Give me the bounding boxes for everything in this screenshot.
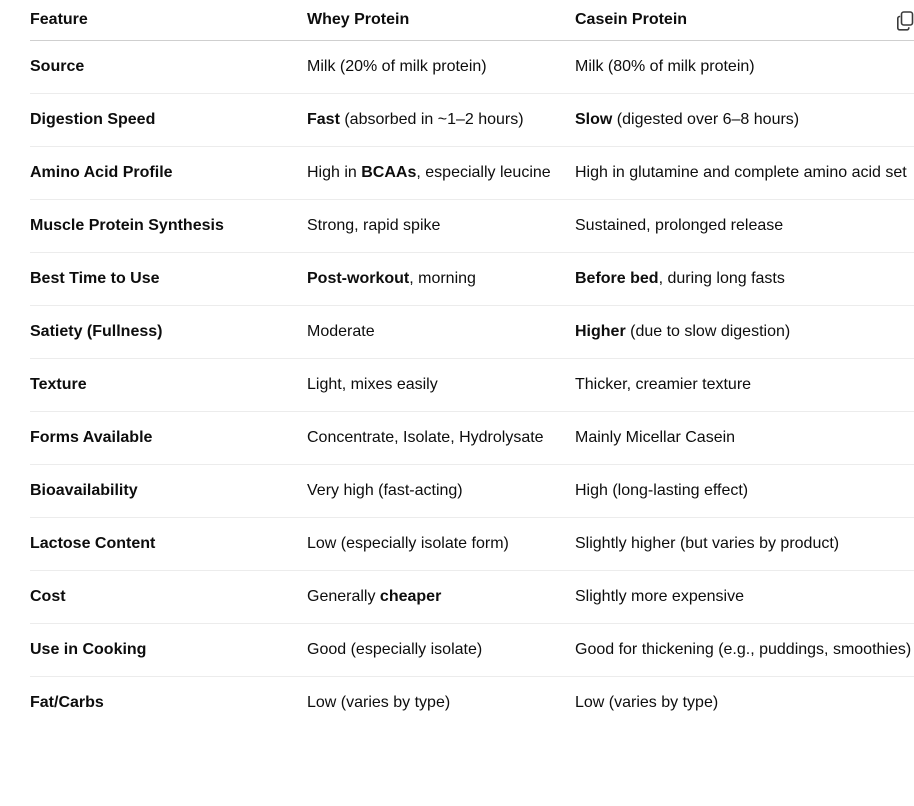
cell-text: Mainly Micellar Casein (575, 429, 736, 446)
cell-text: Low (varies by type) (575, 694, 719, 711)
cell-text: Moderate (307, 323, 375, 340)
table-header (30, 0, 914, 41)
whey-cell (307, 94, 575, 147)
feature-cell: Lactose Content (30, 518, 307, 571)
casein-cell (575, 465, 914, 518)
cell-text: Thicker, creamier texture (575, 376, 752, 393)
cell-text: Low (especially isolate form) (307, 535, 509, 552)
cell-text: Good (especially isolate) (307, 641, 483, 658)
cell-text: Concentrate, Isolate, Hydrolysate (307, 429, 544, 446)
feature-cell: Use in Cooking (30, 624, 307, 677)
table-row (30, 412, 914, 465)
bold-text: Fast (307, 111, 340, 128)
copy-icon (897, 11, 914, 31)
cell-text: Very high (fast-acting) (307, 482, 463, 499)
casein-cell (575, 677, 914, 730)
casein-cell (575, 624, 914, 677)
table-body (30, 41, 914, 730)
feature-cell: Amino Acid Profile (30, 147, 307, 200)
bold-text: Slow (575, 111, 613, 128)
table-header-row (30, 0, 914, 41)
feature-cell: Bioavailability (30, 465, 307, 518)
table-row (30, 624, 914, 677)
casein-cell (575, 253, 914, 306)
feature-cell: Best Time to Use (30, 253, 307, 306)
casein-cell (575, 412, 914, 465)
column-header-casein: Casein Protein (575, 0, 914, 41)
whey-cell (307, 253, 575, 306)
copy-table-button[interactable] (897, 11, 914, 31)
feature-cell: Cost (30, 571, 307, 624)
table-row (30, 571, 914, 624)
whey-cell (307, 359, 575, 412)
table-row (30, 465, 914, 518)
bold-text: Before bed (575, 270, 659, 287)
feature-cell: Fat/Carbs (30, 694, 104, 711)
cell-text: Slightly more expensive (575, 588, 744, 605)
table-row (30, 147, 914, 200)
casein-cell (575, 306, 914, 359)
feature-cell: Texture (30, 359, 307, 412)
bold-text: Higher (575, 323, 626, 340)
whey-cell (307, 412, 575, 465)
cell-text: , especially leucine (416, 164, 551, 181)
bold-text: Post-workout (307, 270, 410, 287)
cell-text: (due to slow digestion) (625, 323, 791, 340)
cell-text: Strong, rapid spike (307, 217, 441, 234)
cell-text: Sustained, prolonged release (575, 217, 784, 234)
whey-cell (307, 677, 575, 730)
whey-cell (307, 465, 575, 518)
casein-cell (575, 518, 914, 571)
table-row (30, 359, 914, 412)
whey-cell (307, 200, 575, 253)
feature-cell: Satiety (Fullness) (30, 306, 307, 359)
cell-text: Generally (307, 588, 380, 605)
feature-cell: Forms Available (30, 412, 307, 465)
bold-text: cheaper (379, 588, 442, 605)
cell-text: Milk (80% of milk protein) (575, 58, 755, 75)
column-header-whey: Whey Protein (307, 0, 575, 41)
whey-cell (307, 41, 575, 94)
casein-cell (575, 94, 914, 147)
cell-text: Good for thickening (e.g., puddings, smoothies) (575, 641, 912, 658)
table-row (30, 306, 914, 359)
cell-text: High (long-lasting effect) (575, 482, 749, 499)
whey-cell (307, 571, 575, 624)
cell-text: (digested over 6–8 hours) (612, 111, 800, 128)
casein-cell (575, 571, 914, 624)
casein-cell (575, 147, 914, 200)
whey-cell (307, 147, 575, 200)
casein-cell (575, 359, 914, 412)
bold-text: BCAAs (361, 164, 417, 181)
column-header-feature: Feature (30, 0, 307, 41)
cell-text: High in (307, 164, 362, 181)
feature-cell: Digestion Speed (30, 94, 307, 147)
cell-text: (absorbed in ~1–2 hours) (339, 111, 524, 128)
cell-text: , during long fasts (658, 270, 785, 287)
table-row (30, 677, 914, 730)
cell-text: Slightly higher (but varies by product) (575, 535, 840, 552)
cell-text: Light, mixes easily (307, 376, 438, 393)
table-row (30, 94, 914, 147)
comparison-table-container (30, 0, 914, 729)
cell-text: High in glutamine and complete amino acid set (575, 164, 907, 181)
feature-cell: Source (30, 41, 307, 94)
whey-cell (307, 624, 575, 677)
cell-text: Milk (20% of milk protein) (307, 58, 487, 75)
comparison-table (30, 0, 914, 729)
whey-cell (307, 306, 575, 359)
casein-cell (575, 41, 914, 94)
table-row (30, 200, 914, 253)
feature-cell: Muscle Protein Synthesis (30, 200, 307, 253)
casein-cell (575, 200, 914, 253)
table-row (30, 518, 914, 571)
whey-cell (307, 518, 575, 571)
table-row (30, 253, 914, 306)
cell-text: Low (varies by type) (307, 694, 451, 711)
table-row (30, 41, 914, 94)
cell-text: , morning (409, 270, 476, 287)
